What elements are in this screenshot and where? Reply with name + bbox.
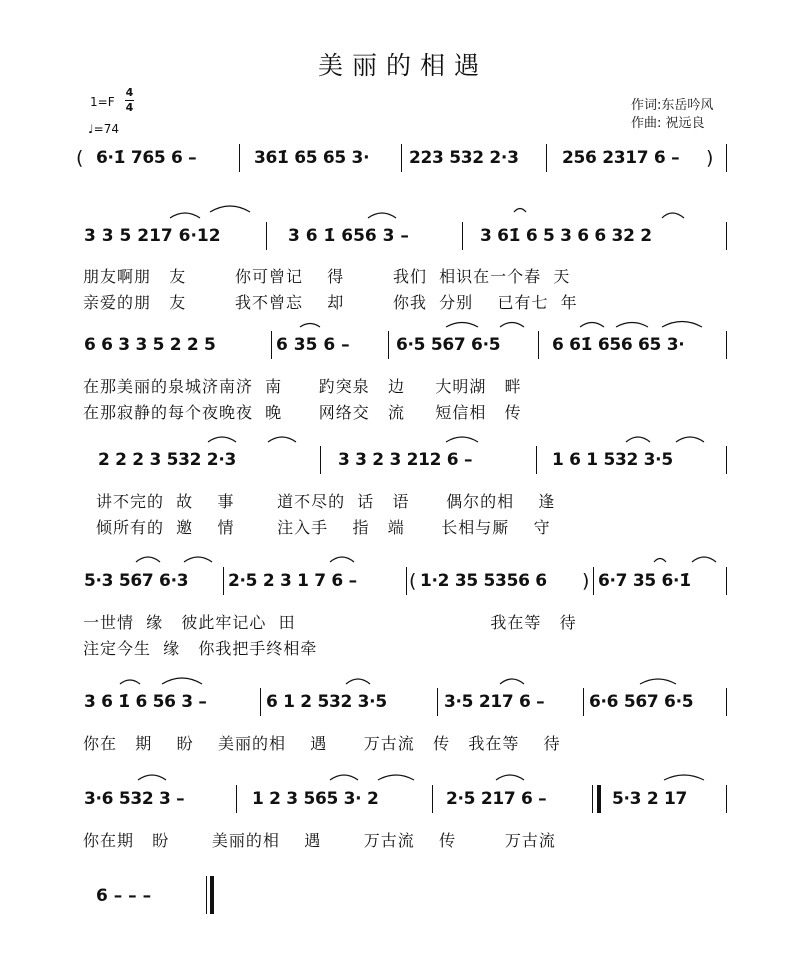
- key-signature: 1=F: [90, 95, 115, 109]
- score-system-4: [76, 446, 738, 474]
- measure: 223 532 2·3: [409, 148, 519, 168]
- measure: 6·6 567 6·5: [589, 692, 694, 712]
- measure: 2 2 2 3 532 2·3: [98, 450, 237, 470]
- measure: 2·5 2 3 1 7 6 –: [228, 571, 357, 591]
- measure: 3 3 2 3 212 6 –: [338, 450, 473, 470]
- measure: 6 61̇ 656 65 3·: [552, 335, 685, 355]
- measure: 6 6 3 3 5 2 2 5: [84, 335, 216, 355]
- measure: 6 35 6 –: [276, 335, 350, 355]
- lyric-line: 注定今生 缘 你我把手终相牵: [83, 639, 318, 658]
- measure: 256 2317 6 –: [562, 148, 680, 168]
- measure: 1 6 1 532 3·5: [552, 450, 673, 470]
- lyric-line: 一世情 缘 彼此牢记心 田 我在等 待: [83, 613, 577, 632]
- score-system-7: [76, 785, 738, 813]
- score-system-2: [76, 222, 738, 250]
- lyric-line: 倾所有的 邀 情 注入手 指 端 长相与厮 守: [96, 518, 551, 537]
- measure: 6 – – –: [96, 886, 152, 906]
- measure: 3 3 5 217 6·12: [84, 226, 221, 246]
- score-system-3: [76, 331, 738, 359]
- meter-bottom: 4: [125, 101, 134, 114]
- score-system-5: 5·3 567 6·3 2·5 2 3 1 7 6 – ( 1·2 35 5356 6 ) 6·7 35 6·1̇: [76, 567, 738, 595]
- lyric-line: 亲爱的朋 友 我不曾忘 却 你我 分别 已有七 年: [83, 293, 578, 312]
- lyric-line: 讲不完的 故 事 道不尽的 话 语 偶尔的相 逢: [96, 492, 556, 511]
- measure: 3 6 1̇ 6 56 3 –: [84, 692, 207, 712]
- measure: 6·7 35 6·1̇: [598, 571, 691, 591]
- composer-credit: 作曲: 祝远良: [631, 116, 705, 131]
- intro-close-paren: ): [706, 147, 714, 169]
- time-signature: [125, 87, 134, 114]
- measure: 6·5 567 6·5: [396, 335, 501, 355]
- measure: 2·5 217 6 –: [446, 789, 547, 809]
- lyric-line: 在那寂静的每个夜晚夜 晚 网络交 流 短信相 传: [83, 403, 522, 422]
- song-title: 美丽的相遇: [317, 51, 488, 80]
- lyricist-credit: 作词:东岳吟风: [631, 98, 714, 113]
- measure: 3·5 217 6 –: [444, 692, 545, 712]
- measure: 5·3 567 6·3: [84, 571, 189, 591]
- measure: 1 2 3 565 3· 2: [252, 789, 379, 809]
- measure: 361̇ 65 65 3·: [254, 148, 370, 168]
- lyric-line: 你在期 盼 美丽的相 遇 万古流 传 万古流: [83, 831, 556, 850]
- lyric-line: 在那美丽的泉城济南济 南 趵突泉 边 大明湖 畔: [83, 377, 522, 396]
- measure: 3·6 532 3 –: [84, 789, 185, 809]
- final-barline: [206, 876, 214, 914]
- measure: 6 1 2 532 3·5: [266, 692, 387, 712]
- measure: 5·3 2 17: [612, 789, 688, 809]
- lyric-line: 朋友啊朋 友 你可曾记 得 我们 相识在一个春 天: [83, 267, 571, 286]
- measure: 6·1̇ 765 6 –: [96, 148, 197, 168]
- measure: 1·2 35 5356 6: [420, 571, 547, 591]
- measure: 3 6 1̇ 656 3 –: [288, 226, 409, 246]
- lyric-line: 你在 期 盼 美丽的相 遇 万古流 传 我在等 待: [83, 734, 561, 753]
- score-system-6: [76, 688, 738, 716]
- measure: 3 61̇ 6 5 3 6 6 32 2: [480, 226, 652, 246]
- intro-open-paren: (: [76, 147, 84, 169]
- meter-top: 4: [125, 86, 134, 99]
- score-system-1: [76, 144, 738, 172]
- tempo-marking: ♩=74: [88, 122, 119, 136]
- score-system-8: [76, 882, 738, 910]
